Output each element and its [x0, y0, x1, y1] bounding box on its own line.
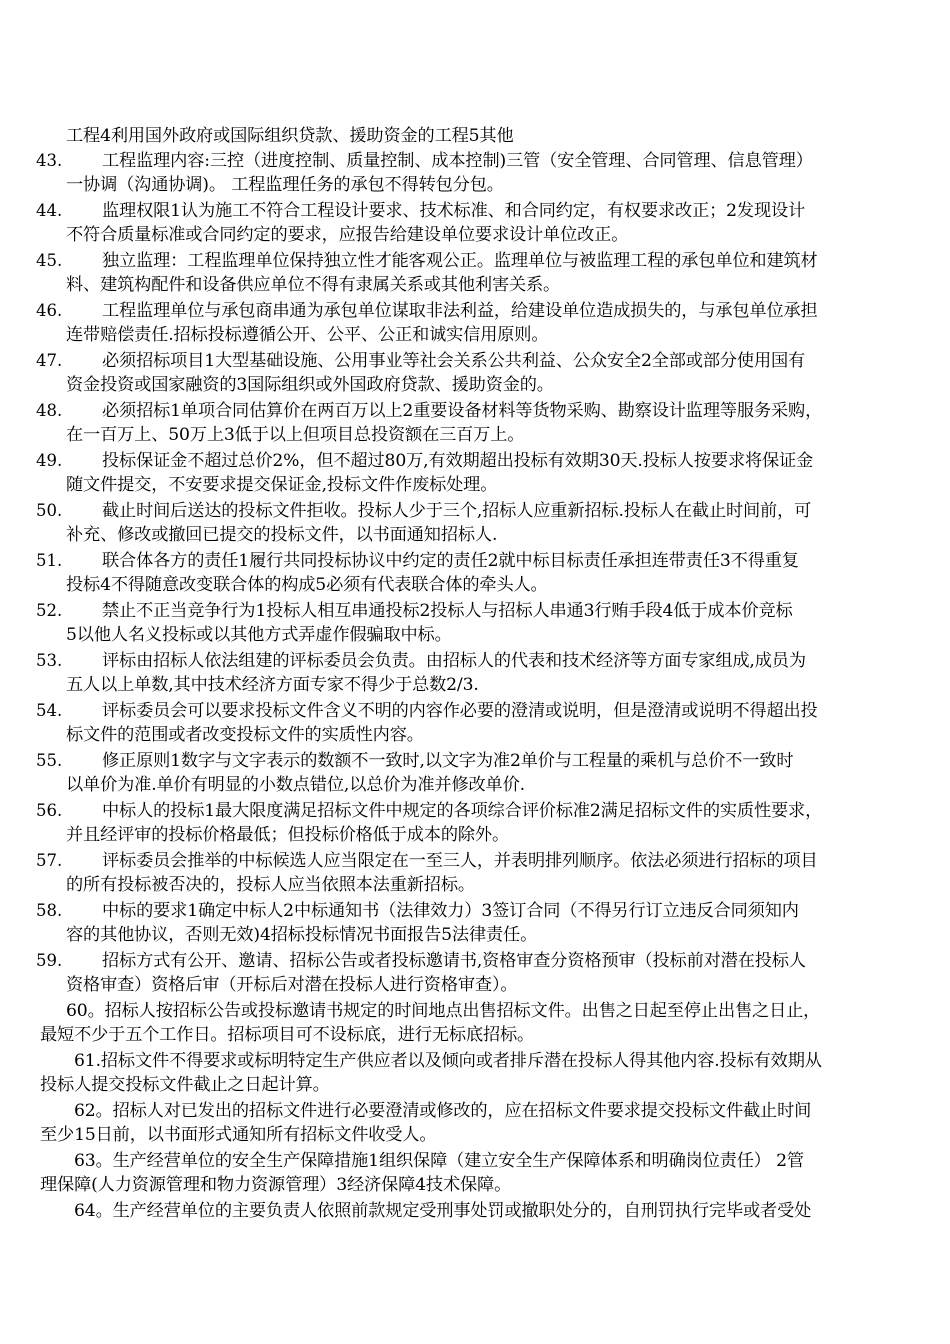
item-text-line2: 一协调（沟通协调)。 工程监理任务的承包不得转包分包。	[66, 175, 504, 195]
item-text-line2: 五人以上单数,其中技术经济方面专家不得少于总数2/3.	[66, 675, 479, 695]
item-number: 45.	[36, 251, 63, 270]
item-number: 52.	[36, 601, 63, 620]
item-number: 57.	[36, 851, 63, 870]
item-text-line2: 的所有投标被否决的，投标人应当依照本法重新招标。	[66, 875, 475, 895]
continuation-line: 工程4利用国外政府或国际组织贷款、援助资金的工程5其他	[66, 126, 514, 146]
item-text-line1: 评标委员会推举的中标候选人应当限定在一至三人，并表明排列顺序。依法必须进行招标的项目	[102, 851, 818, 871]
item-text-line1: 监理权限1认为施工不符合工程设计要求、技术标准、和合同约定，有权要求改正；2发现设计	[102, 201, 806, 221]
item-text-line2: 在一百万上、50万上3低于以上但项目总投资额在三百万上。	[66, 425, 525, 445]
item-text-line1: 截止时间后送达的投标文件拒收。投标人少于三个,招标人应重新招标.投标人在截止时间前，可	[102, 501, 812, 521]
paragraph-line1: 63。生产经营单位的安全生产保障措施1组织保障（建立安全生产保障体系和明确岗位责任） 2管	[74, 1151, 804, 1171]
item-text-line1: 投标保证金不超过总价2%，但不超过80万,有效期超出投标有效期30天.投标人按要求将保证金	[102, 451, 814, 471]
item-number: 47.	[36, 351, 63, 370]
item-text-line1: 工程监理单位与承包商串通为承包单位谋取非法利益，给建设单位造成损失的，与承包单位承担	[102, 301, 818, 321]
item-text-line2: 不符合质量标准或合同约定的要求，应报告给建设单位要求设计单位改正。	[66, 225, 629, 245]
item-text-line1: 工程监理内容:三控（进度控制、质量控制、成本控制)三管（安全管理、合同管理、信息管理）	[102, 151, 813, 171]
item-number: 44.	[36, 201, 63, 220]
item-text-line2: 容的其他协议，否则无效)4招标投标情况书面报告5法律责任。	[66, 925, 538, 945]
item-text-line2: 并且经评审的投标价格最低；但投标价格低于成本的除外。	[66, 825, 509, 845]
item-number: 54.	[36, 701, 63, 720]
item-number: 46.	[36, 301, 63, 320]
item-text-line1: 评标委员会可以要求投标文件含义不明的内容作必要的澄清或说明，但是澄清或说明不得超出投	[102, 701, 818, 721]
item-text-line2: 补充、修改或撤回已提交的投标文件，以书面通知招标人.	[66, 525, 498, 545]
item-text-line2: 5以他人名义投标或以其他方式弄虚作假骗取中标。	[66, 625, 452, 645]
item-number: 55.	[36, 751, 63, 770]
item-text-line1: 招标方式有公开、邀请、招标公告或者投标邀请书,资格审查分资格预审（投标前对潜在投标人	[102, 951, 806, 971]
item-number: 48.	[36, 401, 63, 420]
item-text-line1: 评标由招标人依法组建的评标委员会负责。由招标人的代表和技术经济等方面专家组成,成员为	[102, 651, 806, 671]
item-text-line2: 标文件的范围或者改变投标文件的实质性内容。	[66, 725, 424, 745]
item-number: 43.	[36, 151, 63, 170]
item-number: 49.	[36, 451, 63, 470]
paragraph-line2: 至少15日前，以书面形式通知所有招标文件收受人。	[40, 1125, 437, 1145]
paragraph-line2: 投标人提交投标文件截止之日起计算。	[40, 1075, 330, 1095]
paragraph-line2: 理保障(人力资源管理和物力资源管理）3经济保障4技术保障。	[40, 1175, 512, 1195]
item-number: 59.	[36, 951, 63, 970]
item-number: 51.	[36, 551, 63, 570]
item-text-line2: 连带赔偿责任.招标投标遵循公开、公平、公正和诚实信用原则。	[66, 325, 549, 345]
paragraph-line1: 60。招标人按招标公告或投标邀请书规定的时间地点出售招标文件。出售之日起至停止出售之日止，	[66, 1001, 821, 1021]
item-text-line2: 投标4不得随意改变联合体的构成5必须有代表联合体的牵头人。	[66, 575, 548, 595]
item-text-line2: 随文件提交，不安要求提交保证金,投标文件作废标处理。	[66, 475, 498, 495]
item-number: 50.	[36, 501, 63, 520]
item-text-line1: 必须招标1单项合同估算价在两百万以上2重要设备材料等货物采购、勘察设计监理等服务采购，	[102, 401, 823, 421]
item-text-line2: 资格审查）资格后审（开标后对潜在投标人进行资格审查）。	[66, 975, 518, 995]
item-text-line1: 中标的要求1确定中标人2中标通知书（法律效力）3签订合同（不得另行订立违反合同须知内	[102, 901, 799, 921]
item-number: 53.	[36, 651, 63, 670]
item-number: 58.	[36, 901, 63, 920]
item-text-line1: 禁止不正当竞争行为1投标人相互串通投标2投标人与招标人串通3行贿手段4低于成本价竞标	[102, 601, 793, 621]
paragraph-line1: 64。生产经营单位的主要负责人依照前款规定受刑事处罚或撤职处分的，自刑罚执行完毕或者受处	[74, 1201, 812, 1221]
item-text-line1: 中标人的投标1最大限度满足招标文件中规定的各项综合评价标准2满足招标文件的实质性要求，	[102, 801, 823, 821]
item-text-line2: 以单价为准.单价有明显的小数点错位,以总价为准并修改单价.	[66, 775, 525, 795]
item-text-line2: 资金投资或国家融资的3国际组织或外国政府贷款、援助资金的。	[66, 375, 554, 395]
item-text-line1: 联合体各方的责任1履行共同投标协议中约定的责任2就中标目标责任承担连带责任3不得重复	[102, 551, 799, 571]
item-text-line1: 必须招标项目1大型基础设施、公用事业等社会关系公共利益、公众安全2全部或部分使用国有	[102, 351, 806, 371]
item-number: 56.	[36, 801, 63, 820]
item-text-line2: 料、建筑构配件和设备供应单位不得有隶属关系或其他利害关系。	[66, 275, 561, 295]
paragraph-line1: 62。招标人对已发出的招标文件进行必要澄清或修改的，应在招标文件要求提交投标文件截止时间	[74, 1101, 812, 1121]
item-text-line1: 修正原则1数字与文字表示的数额不一致时,以文字为准2单价与工程量的乘机与总价不一致时	[102, 751, 794, 771]
paragraph-line1: 61.招标文件不得要求或标明特定生产供应者以及倾向或者排斥潜在投标人得其他内容.投标有效期从	[74, 1051, 822, 1071]
paragraph-line2: 最短不少于五个工作日。招标项目可不设标底，进行无标底招标。	[40, 1025, 535, 1045]
item-text-line1: 独立监理：工程监理单位保持独立性才能客观公正。监理单位与被监理工程的承包单位和建筑材	[102, 251, 818, 271]
